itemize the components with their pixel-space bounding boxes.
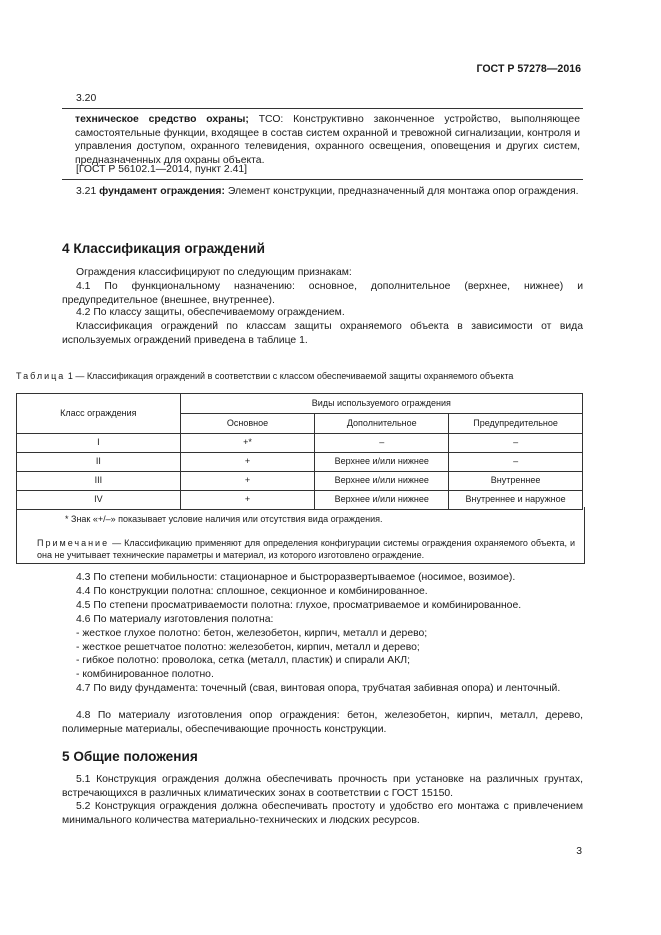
table-reference: Классификация ограждений по классам защиты охраняемого объекта в зависимости от вида используемых ограждений приведена в таблице 1. — [62, 321, 583, 346]
clause-4-1: 4.1 По функциональному назначению: основное, дополнительное (верхнее, нижнее) и предупредительное (внешнее, внутреннее). — [62, 281, 583, 306]
section-4-intro: Ограждения классифицируют по следующим признакам: — [76, 267, 352, 278]
list-item: - жесткое решетчатое полотно: железобетон, кирпич, металл и дерево; — [76, 642, 420, 653]
term-source: [ГОСТ Р 56102.1—2014, пункт 2.41] — [76, 164, 248, 175]
clause-4-5: 4.5 По степени просматриваемости полотна: глухое, просматриваемое и комбинированное. — [76, 600, 522, 611]
cell-main: + — [180, 472, 315, 491]
cell-class: II — [17, 453, 181, 472]
table-caption-label: Таблица — [16, 371, 66, 381]
cell-warning: Внутреннее — [449, 472, 583, 491]
table-note — [37, 538, 575, 561]
cell-class: I — [17, 434, 181, 453]
cell-main: +* — [180, 434, 315, 453]
list-item: - жесткое глухое полотно: бетон, железобетон, кирпич, металл и дерево; — [76, 628, 428, 639]
cell-class: III — [17, 472, 181, 491]
term-number-3-20: 3.20 — [76, 93, 97, 104]
term-text-3-21: Элемент конструкции, предназначенный для монтажа опор ограждения. — [224, 186, 579, 197]
term-name-3-21: фундамент ограждения: — [99, 186, 225, 197]
classification-table — [16, 393, 583, 510]
table-footnote: * Знак «+/–» показывает условие наличия или отсутствия вида ограждения. — [65, 514, 383, 524]
clause-4-8: 4.8 По материалу изготовления опор ограждения: бетон, железобетон, кирпич, металл, дерево, полимерные материалы, обеспечивающие прочность конструкции. — [62, 710, 583, 735]
term-text: ТСО: Конструктивно законченное устройство, выполняющее самостоятельные функции, входящее в состав систем охранной и тревожной сигнализации, контроля и управления доступом, охранного телевидения, охранного освещения, оповещения и других систем, предназначенных для охраны объекта. — [75, 114, 580, 166]
note-label: Примечание — [37, 538, 110, 548]
term-box-3-20 — [62, 108, 583, 180]
clause-4-2: 4.2 По классу защиты, обеспечиваемому ограждением. — [76, 307, 345, 318]
term-name: техническое средство охраны; — [75, 114, 249, 125]
section-4-heading: 4 Классификация ограждений — [62, 241, 265, 256]
header-main: Основное — [180, 414, 315, 434]
table-caption — [16, 371, 513, 383]
header-group: Виды используемого ограждения — [180, 394, 582, 414]
cell-additional: Верхнее и/или нижнее — [315, 453, 449, 472]
term-3-21 — [62, 185, 583, 199]
cell-additional: Верхнее и/или нижнее — [315, 472, 449, 491]
clause-4-4: 4.4 По конструкции полотна: сплошное, секционное и комбинированное. — [76, 586, 428, 597]
header-warning: Предупредительное — [449, 414, 583, 434]
table-footnotes — [16, 507, 585, 564]
clause-4-6: 4.6 По материалу изготовления полотна: — [76, 614, 274, 625]
cell-warning: – — [449, 434, 583, 453]
list-item: - гибкое полотно: проволока, сетка (металл, пластик) и спирали АКЛ; — [76, 655, 411, 666]
table-header-row — [17, 394, 583, 414]
cell-additional: Верхнее и/или нижнее — [315, 491, 449, 510]
cell-warning: Внутреннее и наружное — [449, 491, 583, 510]
clause-5-2: 5.2 Конструкция ограждения должна обеспечивать простоту и удобство его монтажа с привлечением минимального количества материально-технических и людских ресурсов. — [62, 801, 583, 826]
table-row — [17, 453, 583, 472]
clause-4-7: 4.7 По виду фундамента: точечный (свая, винтовая опора, трубчатая забивная опора) и ленточный. — [76, 683, 561, 694]
header-class: Класс ограждения — [17, 394, 181, 434]
table-row — [17, 434, 583, 453]
cell-main: + — [180, 491, 315, 510]
note-text: — Классификацию применяют для определения конфигурации системы ограждения охраняемого объекта, и она не учитывает технические параметры и материал, из которого изготовлено ограждение. — [37, 538, 575, 560]
term-definition-3-20 — [75, 113, 580, 167]
cell-class: IV — [17, 491, 181, 510]
list-item: - комбинированное полотно. — [76, 669, 214, 680]
section-5-heading: 5 Общие положения — [62, 749, 198, 764]
clause-4-3: 4.3 По степени мобильности: стационарное и быстроразвертываемое (носимое, возимое). — [76, 572, 516, 583]
term-number-3-21: 3.21 — [76, 186, 97, 197]
table-caption-text: 1 — Классификация ограждений в соответствии с классом обеспечиваемой защиты охраняемого объекта — [67, 371, 514, 381]
table-row — [17, 472, 583, 491]
cell-warning: – — [449, 453, 583, 472]
cell-additional: – — [315, 434, 449, 453]
header-additional: Дополнительное — [315, 414, 449, 434]
page-number: 3 — [576, 846, 582, 857]
cell-main: + — [180, 453, 315, 472]
clause-5-1: 5.1 Конструкция ограждения должна обеспечивать прочность при установке на различных грунтах, встречающихся в различных климатических зонах в соответствии с ГОСТ 15150. — [62, 774, 583, 799]
document-id: ГОСТ Р 57278—2016 — [476, 63, 581, 75]
